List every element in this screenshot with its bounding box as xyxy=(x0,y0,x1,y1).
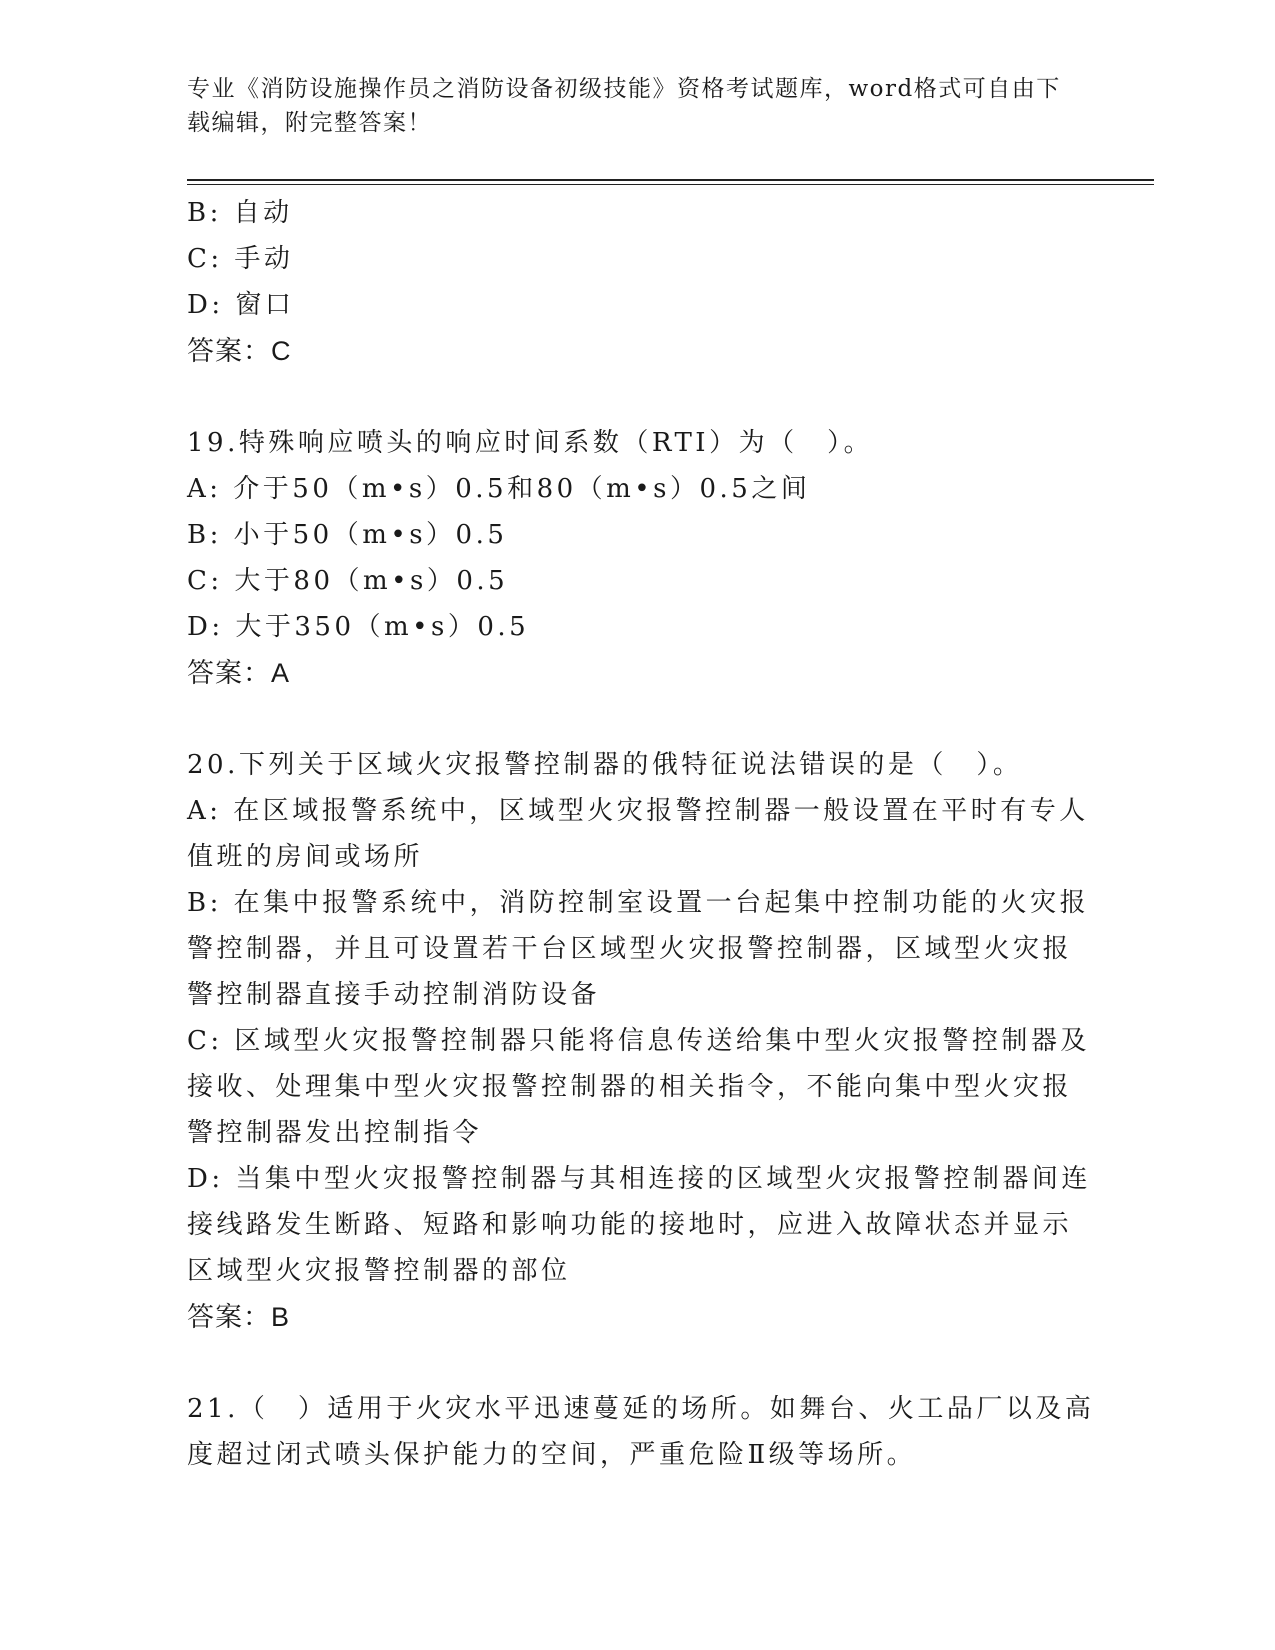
option-c-line-3: 警控制器发出控制指令 xyxy=(187,1118,483,1148)
option-a: A: 介于50（m•s）0.5和80（m•s）0.5之间 xyxy=(187,474,811,504)
header-line-1: 专业《消防设施操作员之消防设备初级技能》资格考试题库，word格式可自由下 xyxy=(187,76,1061,102)
question-stem-line-2: 度超过闭式喷头保护能力的空间，严重危险Ⅱ级等场所。 xyxy=(187,1440,917,1470)
document-header xyxy=(187,72,1067,140)
spacer xyxy=(187,1340,1077,1386)
option-c-line-1: C: 区域型火灾报警控制器只能将信息传送给集中型火灾报警控制器及 xyxy=(187,1026,1090,1056)
question-content xyxy=(187,190,1095,1478)
option-d-line-3: 区域型火灾报警控制器的部位 xyxy=(187,1256,571,1286)
header-divider-thick xyxy=(187,179,1154,181)
option-a-line-1: A: 在区域报警系统中，区域型火灾报警控制器一般设置在平时有专人 xyxy=(187,796,1089,826)
option-d-line-2: 接线路发生断路、短路和影响功能的接地时，应进入故障状态并显示 xyxy=(187,1210,1073,1240)
question-20 xyxy=(187,742,1091,1340)
option-b-line-2: 警控制器，并且可设置若干台区域型火灾报警控制器，区域型火灾报 xyxy=(187,934,1073,964)
option-c-line-2: 接收、处理集中型火灾报警控制器的相关指令，不能向集中型火灾报 xyxy=(187,1072,1073,1102)
spacer xyxy=(187,374,1077,420)
option-c: C: 手动 xyxy=(187,244,294,274)
option-d: D: 窗口 xyxy=(187,290,295,320)
question-stem: 20.下列关于区域火灾报警控制器的俄特征说法错误的是（ ）。 xyxy=(187,750,1023,780)
question-19 xyxy=(187,420,1077,696)
option-b: B: 自动 xyxy=(187,198,293,228)
prev-question-options xyxy=(187,190,1077,374)
answer-line: 答案：A xyxy=(187,658,291,688)
option-b: B: 小于50（m•s）0.5 xyxy=(187,520,508,550)
option-a-line-2: 值班的房间或场所 xyxy=(187,842,424,872)
option-d-line-1: D: 当集中型火灾报警控制器与其相连接的区域型火灾报警控制器间连 xyxy=(187,1164,1091,1194)
option-b-line-1: B: 在集中报警系统中，消防控制室设置一台起集中控制功能的火灾报 xyxy=(187,888,1090,918)
option-b-line-3: 警控制器直接手动控制消防设备 xyxy=(187,980,601,1010)
header-divider-thin xyxy=(187,184,1154,185)
answer-line: 答案：B xyxy=(187,1302,291,1332)
question-stem-line-1: 21.（ ）适用于火灾水平迅速蔓延的场所。如舞台、火工品厂以及高 xyxy=(187,1394,1095,1424)
question-21 xyxy=(187,1386,1095,1478)
question-stem: 19.特殊响应喷头的响应时间系数（RTI）为（ ）。 xyxy=(187,428,874,458)
answer-line: 答案：C xyxy=(187,336,292,366)
option-c: C: 大于80（m•s）0.5 xyxy=(187,566,509,596)
option-d: D: 大于350（m•s）0.5 xyxy=(187,612,530,642)
header-line-2: 载编辑，附完整答案！ xyxy=(187,110,432,136)
spacer xyxy=(187,696,1077,742)
